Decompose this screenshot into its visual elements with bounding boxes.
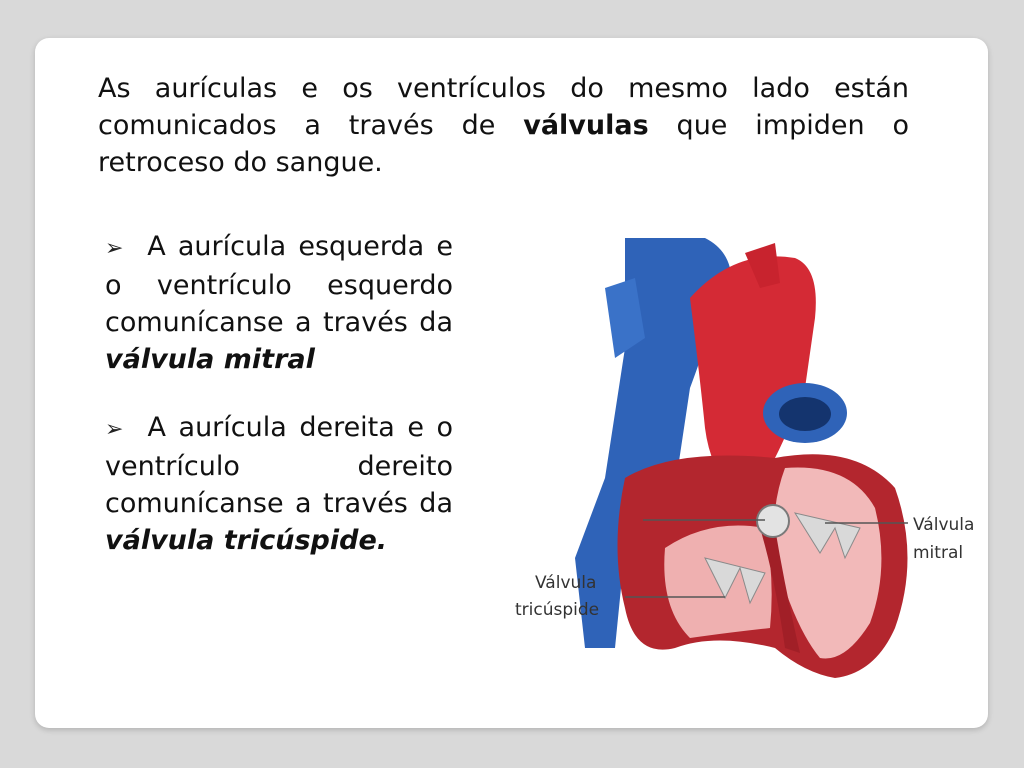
slide — [35, 38, 988, 728]
bullet-text: A aurícula esquerda e o ventrículo esquerdo comunícanse a través da — [105, 231, 453, 338]
intro-paragraph — [98, 70, 909, 181]
bullet-text: A aurícula dereita e o ventrículo dereito comunícanse a través da — [105, 412, 453, 519]
bullet-emphasis: válvula tricúspide. — [105, 525, 388, 556]
bullet-tricuspid — [105, 409, 453, 559]
bullet-emphasis: válvula mitral — [105, 344, 315, 375]
intro-bold-term: válvulas — [523, 110, 649, 141]
label-mitral-1: Válvula — [913, 515, 975, 535]
label-tricuspid-2: tricúspide — [515, 600, 600, 620]
label-mitral-2: mitral — [913, 543, 964, 563]
pulmonary-artery-lumen — [779, 397, 831, 431]
arrow-bullet-icon: ➢ — [105, 417, 124, 442]
label-tricuspid-1: Válvula — [535, 573, 597, 593]
intro-text: As aurículas e os ventrículos do mesmo lado están comunicados a través de — [98, 73, 909, 141]
aortic-valve — [757, 505, 789, 537]
bullet-list — [105, 228, 453, 590]
arrow-bullet-icon: ➢ — [105, 236, 124, 261]
bullet-mitral — [105, 228, 453, 378]
heart-illustration — [475, 228, 975, 678]
intro-text-end: que impiden o retroceso do sangue. — [98, 110, 909, 178]
